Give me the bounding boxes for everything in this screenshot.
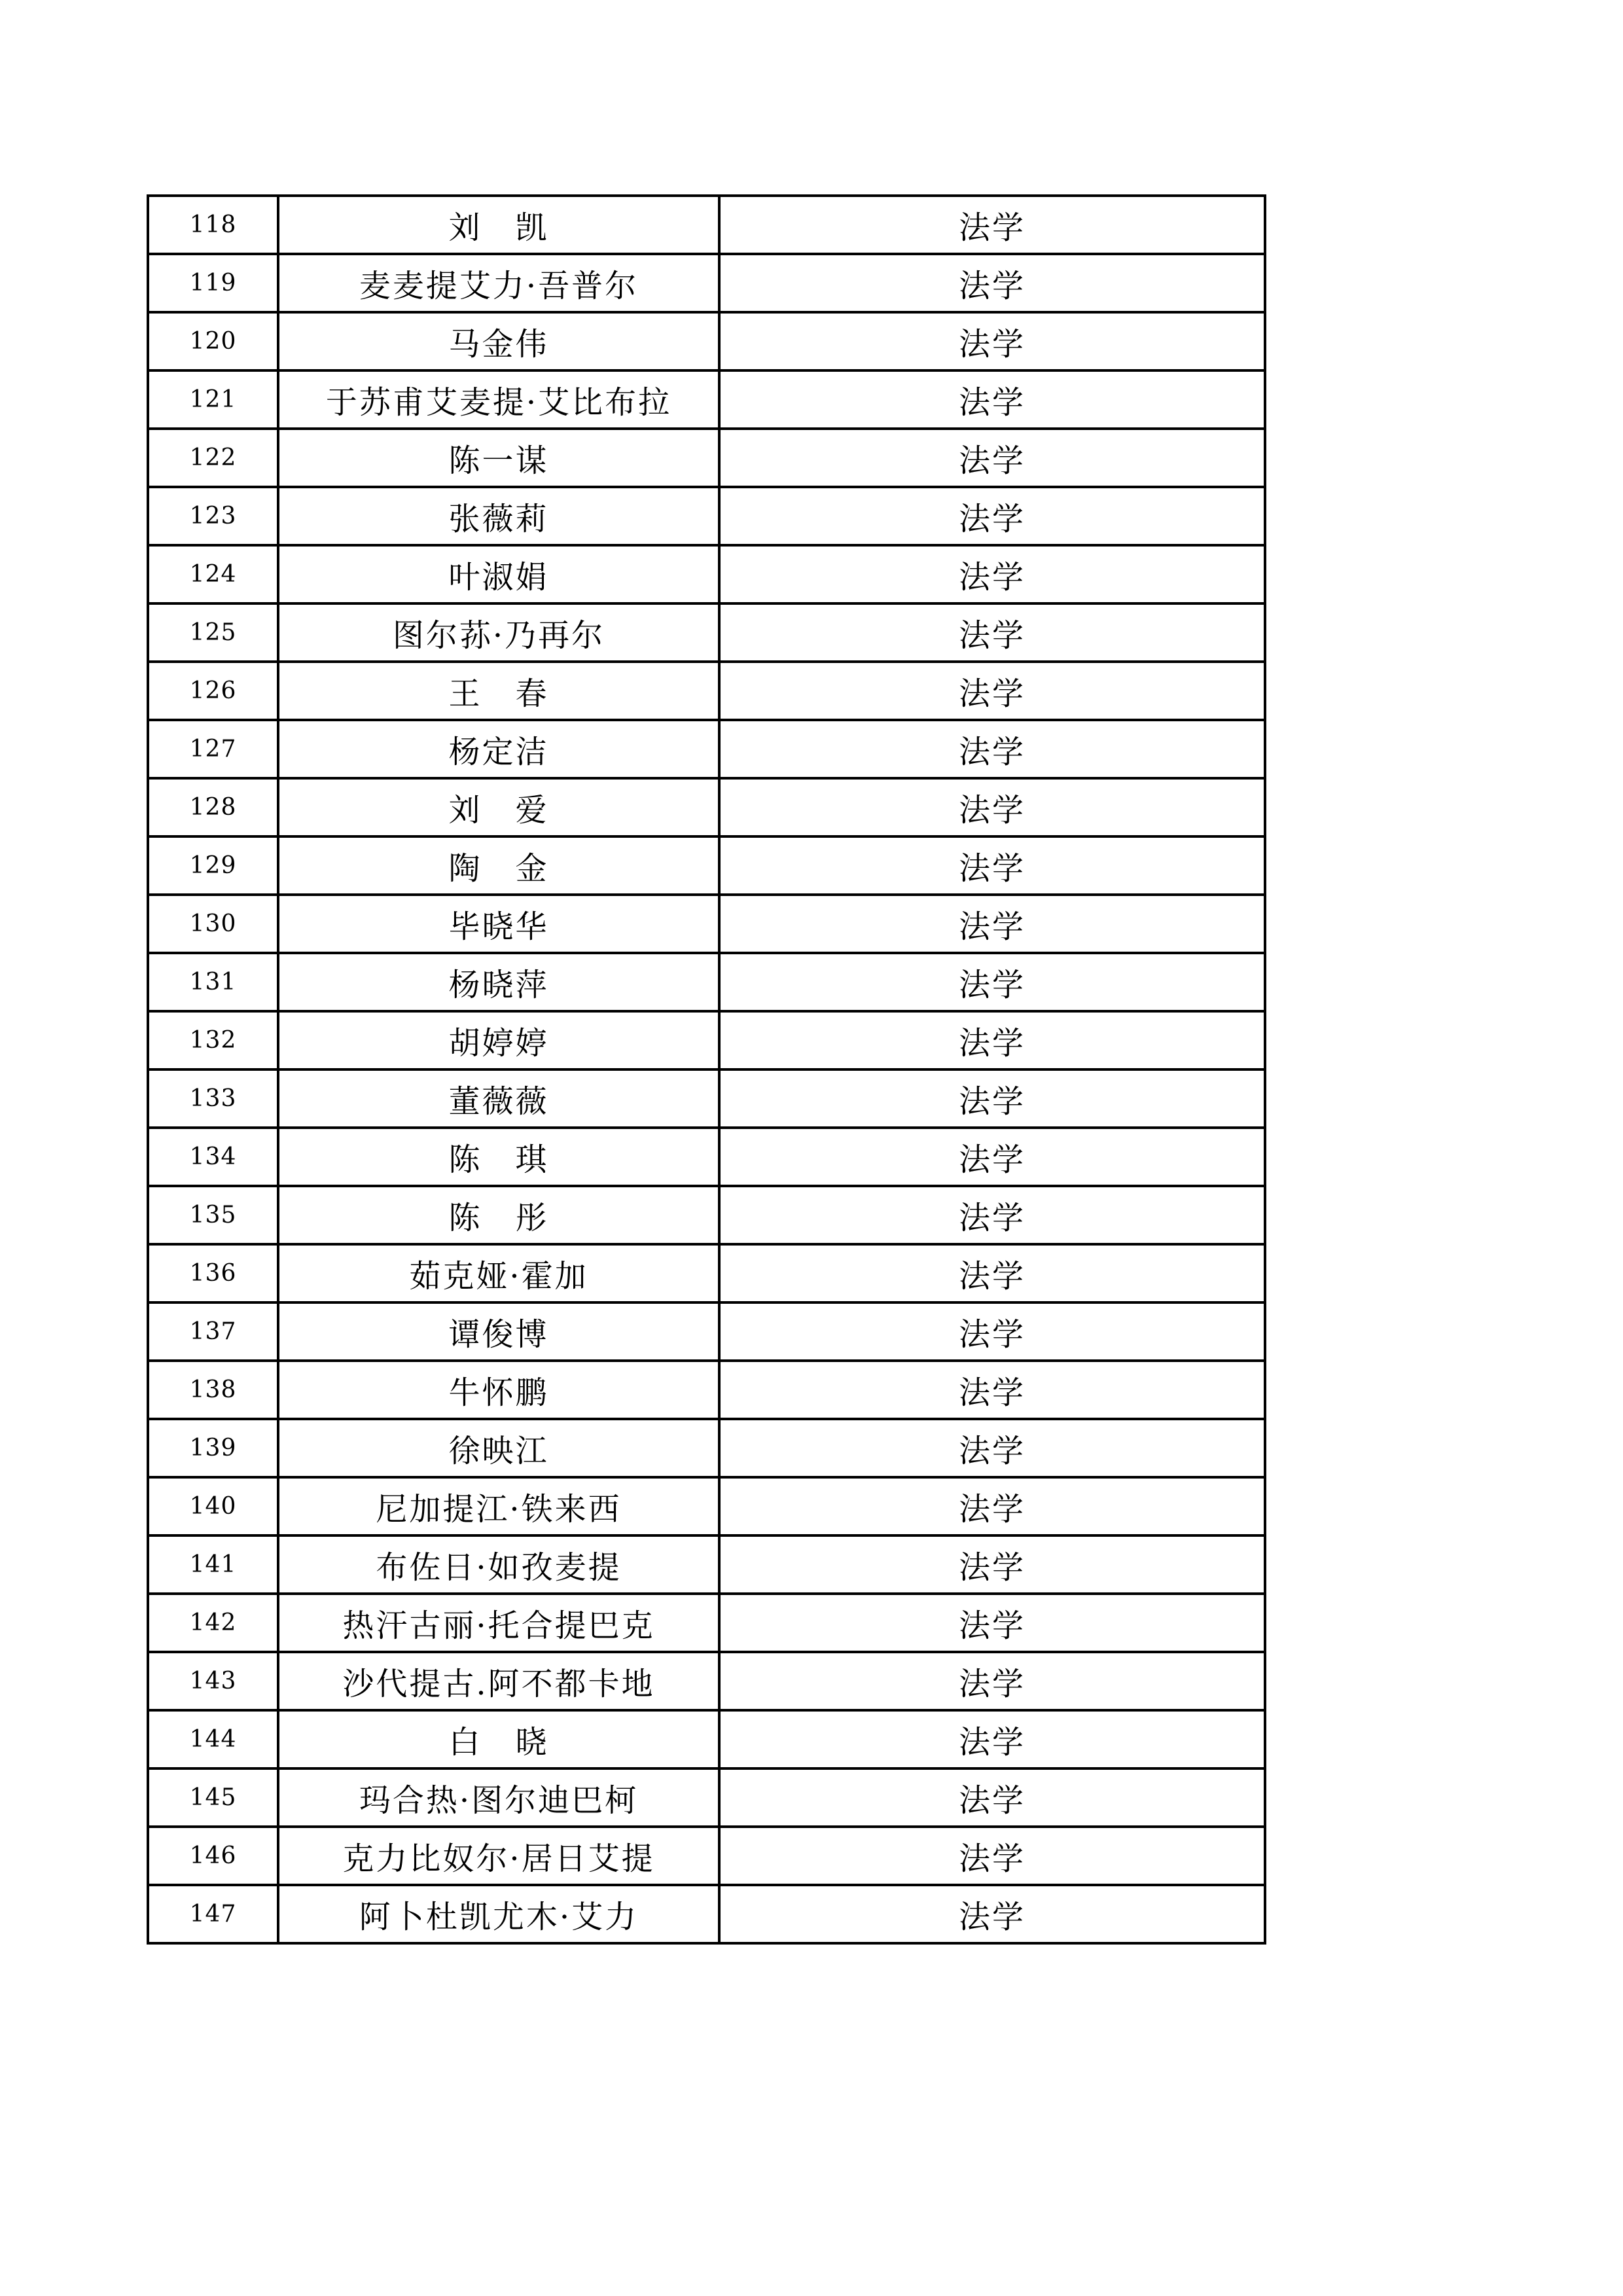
major: 法学 [719, 1885, 1265, 1943]
table-row [148, 1069, 1265, 1128]
table-row [148, 1011, 1265, 1069]
table-row [148, 1827, 1265, 1885]
row-number: 143 [148, 1652, 278, 1710]
table-row [148, 953, 1265, 1011]
major: 法学 [719, 1535, 1265, 1594]
student-name: 谭俊博 [278, 1302, 719, 1361]
table-row [148, 603, 1265, 662]
row-number: 136 [148, 1244, 278, 1302]
student-name: 张薇莉 [278, 487, 719, 545]
student-name: 图尔荪·乃再尔 [278, 603, 719, 662]
row-number: 125 [148, 603, 278, 662]
student-name: 陈 琪 [278, 1128, 719, 1186]
table-row [148, 1710, 1265, 1768]
student-name: 王 春 [278, 662, 719, 720]
table-row [148, 196, 1265, 254]
major: 法学 [719, 1419, 1265, 1477]
row-number: 139 [148, 1419, 278, 1477]
major: 法学 [719, 662, 1265, 720]
table-row [148, 1186, 1265, 1244]
table-row [148, 836, 1265, 895]
table-body [148, 196, 1265, 1943]
student-name: 陶 金 [278, 836, 719, 895]
student-name: 刘 爱 [278, 778, 719, 836]
table-row [148, 312, 1265, 370]
student-name: 刘 凯 [278, 196, 719, 254]
row-number: 118 [148, 196, 278, 254]
row-number: 127 [148, 720, 278, 778]
major: 法学 [719, 1128, 1265, 1186]
table-row [148, 1594, 1265, 1652]
row-number: 123 [148, 487, 278, 545]
row-number: 142 [148, 1594, 278, 1652]
major: 法学 [719, 545, 1265, 603]
major: 法学 [719, 196, 1265, 254]
major: 法学 [719, 1069, 1265, 1128]
student-name: 陈 彤 [278, 1186, 719, 1244]
student-name: 胡婷婷 [278, 1011, 719, 1069]
table-row [148, 1885, 1265, 1943]
major: 法学 [719, 1186, 1265, 1244]
major: 法学 [719, 370, 1265, 429]
table-row [148, 1419, 1265, 1477]
student-name: 热汗古丽·托合提巴克 [278, 1594, 719, 1652]
major: 法学 [719, 1768, 1265, 1827]
table-row [148, 895, 1265, 953]
student-name: 茹克娅·霍加 [278, 1244, 719, 1302]
student-name: 沙代提古.阿不都卡地 [278, 1652, 719, 1710]
row-number: 122 [148, 429, 278, 487]
student-name: 尼加提江·铁来西 [278, 1477, 719, 1535]
row-number: 135 [148, 1186, 278, 1244]
row-number: 130 [148, 895, 278, 953]
student-name: 毕晓华 [278, 895, 719, 953]
row-number: 131 [148, 953, 278, 1011]
major: 法学 [719, 603, 1265, 662]
student-name: 克力比奴尔·居日艾提 [278, 1827, 719, 1885]
table-row [148, 545, 1265, 603]
major: 法学 [719, 1594, 1265, 1652]
table-row [148, 1244, 1265, 1302]
student-name: 徐映江 [278, 1419, 719, 1477]
student-list-table [147, 194, 1266, 1945]
table-row [148, 487, 1265, 545]
student-name: 叶淑娟 [278, 545, 719, 603]
table-row [148, 1535, 1265, 1594]
row-number: 145 [148, 1768, 278, 1827]
student-name: 白 晓 [278, 1710, 719, 1768]
student-name: 马金伟 [278, 312, 719, 370]
major: 法学 [719, 1244, 1265, 1302]
major: 法学 [719, 1710, 1265, 1768]
major: 法学 [719, 1302, 1265, 1361]
row-number: 121 [148, 370, 278, 429]
student-name: 董薇薇 [278, 1069, 719, 1128]
row-number: 128 [148, 778, 278, 836]
major: 法学 [719, 836, 1265, 895]
major: 法学 [719, 1652, 1265, 1710]
table-row [148, 778, 1265, 836]
student-name: 杨晓萍 [278, 953, 719, 1011]
major: 法学 [719, 1011, 1265, 1069]
row-number: 119 [148, 254, 278, 312]
student-name: 牛怀鹏 [278, 1361, 719, 1419]
row-number: 134 [148, 1128, 278, 1186]
major: 法学 [719, 720, 1265, 778]
row-number: 120 [148, 312, 278, 370]
table-row [148, 429, 1265, 487]
row-number: 146 [148, 1827, 278, 1885]
student-name: 玛合热·图尔迪巴柯 [278, 1768, 719, 1827]
row-number: 138 [148, 1361, 278, 1419]
row-number: 144 [148, 1710, 278, 1768]
table-row [148, 254, 1265, 312]
table-row [148, 1128, 1265, 1186]
row-number: 133 [148, 1069, 278, 1128]
table-row [148, 1768, 1265, 1827]
row-number: 147 [148, 1885, 278, 1943]
student-name: 于苏甫艾麦提·艾比布拉 [278, 370, 719, 429]
row-number: 129 [148, 836, 278, 895]
row-number: 132 [148, 1011, 278, 1069]
major: 法学 [719, 1361, 1265, 1419]
major: 法学 [719, 312, 1265, 370]
major: 法学 [719, 487, 1265, 545]
major: 法学 [719, 1827, 1265, 1885]
student-name: 杨定洁 [278, 720, 719, 778]
row-number: 140 [148, 1477, 278, 1535]
major: 法学 [719, 895, 1265, 953]
table-row [148, 370, 1265, 429]
student-name: 布佐日·如孜麦提 [278, 1535, 719, 1594]
table-row [148, 1302, 1265, 1361]
student-name: 陈一谋 [278, 429, 719, 487]
row-number: 124 [148, 545, 278, 603]
major: 法学 [719, 953, 1265, 1011]
table-row [148, 1361, 1265, 1419]
major: 法学 [719, 254, 1265, 312]
major: 法学 [719, 429, 1265, 487]
row-number: 137 [148, 1302, 278, 1361]
table-row [148, 1477, 1265, 1535]
row-number: 126 [148, 662, 278, 720]
row-number: 141 [148, 1535, 278, 1594]
table-row [148, 720, 1265, 778]
table-row [148, 1652, 1265, 1710]
table-row [148, 662, 1265, 720]
student-name: 阿卜杜凯尤木·艾力 [278, 1885, 719, 1943]
student-name: 麦麦提艾力·吾普尔 [278, 254, 719, 312]
major: 法学 [719, 1477, 1265, 1535]
major: 法学 [719, 778, 1265, 836]
